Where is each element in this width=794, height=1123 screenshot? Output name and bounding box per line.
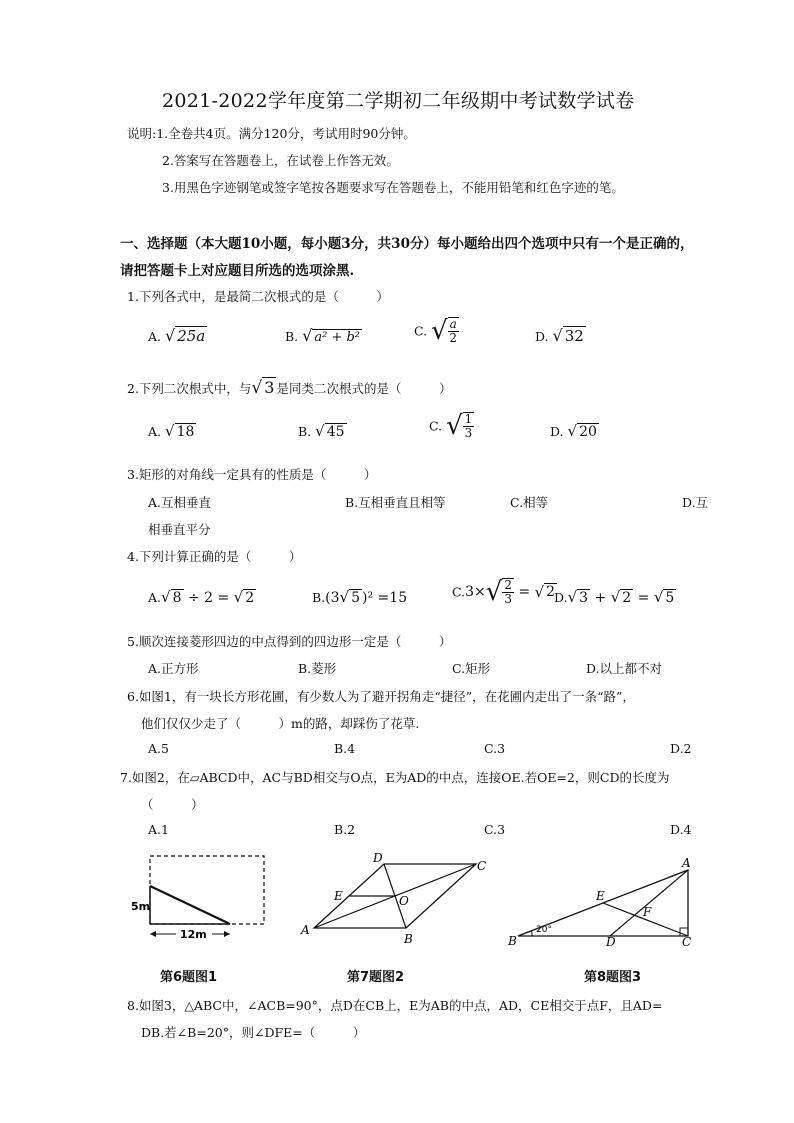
- q4-a-mid: ÷ 2 =: [183, 590, 234, 606]
- q4-d-plus: +: [590, 590, 611, 606]
- q2-a-radicand: 18: [176, 424, 195, 440]
- q7-option-b: B.2: [334, 822, 356, 837]
- q1-a-radicand: 25a: [177, 327, 206, 345]
- q1-c-denominator: 2: [449, 331, 458, 345]
- q1-c-numerator: a: [449, 317, 457, 332]
- width-arrow-left: [150, 931, 156, 937]
- q3-option-c: C.相等: [510, 495, 549, 510]
- q5-option-c: C.矩形: [452, 661, 491, 676]
- q2-option-c: C. √ $\frac{1}{3}$: [429, 411, 473, 441]
- q4-a-rad1: 8: [172, 590, 182, 606]
- q2-d-radicand: 20: [579, 424, 597, 440]
- q1-c-label: C.: [414, 323, 428, 339]
- figure-2-parallelogram: [296, 850, 492, 948]
- q7-option-d: D.4: [670, 822, 692, 837]
- q6-option-d: D.2: [670, 741, 692, 756]
- q5-option-b: B.菱形: [298, 661, 337, 676]
- label-e: E: [334, 889, 343, 903]
- q3-option-d: D.互: [682, 495, 709, 510]
- q2-stem-pre: 2.下列二次根式中，与: [127, 381, 252, 396]
- q4-c-denominator: 3: [504, 592, 512, 606]
- q6-option-c: C.3: [484, 741, 506, 756]
- q6-option-a: A.5: [148, 741, 169, 756]
- segment-ad: [610, 870, 688, 936]
- label-o: O: [399, 894, 409, 908]
- figure-1-rectangle-garden: [126, 850, 272, 942]
- instruction-3: 3.用黑色字迹钢笔或签字笔按各题要求写在答题卷上，不能用铅笔和红色字迹的笔。: [162, 180, 624, 195]
- q4-stem: 4.下列计算正确的是（ ）: [127, 549, 302, 564]
- q4-a-label: A.: [148, 590, 162, 605]
- q5-option-a: A.正方形: [148, 661, 199, 676]
- q4-b-pre: (3: [325, 590, 340, 606]
- q1-option-b: B. √ a² + b²: [285, 326, 361, 345]
- instruction-2: 2.答案写在答题卷上，在试卷上作答无效。: [162, 153, 399, 168]
- q2-c-label: C.: [429, 418, 443, 434]
- q6-stem-line1: 6.如图1，有一块长方形花圃，有少数人为了避开拐角走“捷径”，在花圃内走出了一条“路”，: [127, 689, 635, 704]
- label-f: F: [643, 905, 652, 919]
- q1-option-d: D. √ 32: [535, 326, 584, 345]
- q4-b-label: B.: [312, 590, 326, 605]
- q4-c-mid: =: [513, 584, 535, 600]
- figure-2-caption: 第7题图2: [347, 970, 405, 985]
- q2-c-denominator: 3: [464, 426, 473, 440]
- q4-option-c: C.3×√ $\frac{2}{3}$ = √ 2: [452, 577, 556, 607]
- q1-a-label: A.: [148, 329, 162, 344]
- q2-stem-post: 是同类二次根式的是（ ）: [276, 381, 452, 396]
- q5-stem: 5.顺次连接菱形四边的中点得到的四边形一定是（ ）: [127, 634, 452, 649]
- q2-option-d: D. √ 20: [550, 422, 597, 440]
- section-heading-line1: 一、选择题（本大题10小题，每小题3分，共30分）每小题给出四个选项中只有一个是正确的，: [120, 236, 694, 252]
- q2-option-a: A. √ 18: [148, 422, 195, 440]
- label-d: D: [606, 935, 616, 948]
- q1-d-radicand: 32: [564, 327, 584, 345]
- q3-option-d-continued: 相垂直平分: [148, 522, 211, 537]
- q8-stem-line1: 8.如图3，△ABC中，∠ACB=90°，点D在CB上，E为AB的中点，AD，CE相交于点F，且AD=: [127, 998, 663, 1013]
- label-a: A: [301, 923, 310, 937]
- q3-option-a: A.互相垂直: [148, 495, 212, 510]
- q4-a-rad2: 2: [245, 590, 255, 606]
- q2-b-radicand: 45: [326, 424, 345, 440]
- width-label: 12m: [180, 928, 207, 941]
- q3-option-b: B.互相垂直且相等: [345, 495, 446, 510]
- q2-option-b: B. √ 45: [298, 422, 345, 440]
- figure-3-caption: 第8题图3: [584, 970, 642, 985]
- q8-stem-line2: DB.若∠B=20°，则∠DFE=（ ）: [141, 1025, 366, 1040]
- label-b: B: [508, 934, 517, 948]
- angle-b-label: 20°: [536, 925, 552, 935]
- q2-a-label: A.: [148, 424, 162, 439]
- q5-option-d: D.以上都不对: [586, 661, 663, 676]
- q7-stem-line1: 7.如图2，在▱ABCD中，AC与BD相交与O点，E为AD的中点，连接OE.若OE=2，则CD的长度为: [120, 770, 670, 785]
- q4-c-numerator: 2: [504, 578, 512, 593]
- label-d: D: [373, 851, 383, 865]
- label-a: A: [682, 856, 691, 870]
- q4-d-label: D.: [554, 590, 568, 605]
- figure-1-caption: 第6题图1: [160, 970, 218, 985]
- q2-stem: 2.下列二次根式中，与√ 3 是同类二次根式的是（ ）: [127, 378, 452, 398]
- label-e: E: [596, 889, 605, 903]
- q4-option-b: B.(3√ 5 )² =15: [312, 588, 408, 606]
- angle-b-arc: [532, 931, 533, 936]
- instruction-1: 说明:1.全卷共4页。满分120分，考试用时90分钟。: [127, 126, 416, 141]
- q4-d-rad3: 5: [665, 590, 675, 606]
- section-heading-line2: 请把答题卡上对应题目所选的选项涂黑.: [120, 263, 355, 279]
- q4-b-post: )² =15: [362, 590, 408, 606]
- q4-c-pre: 3×: [465, 584, 486, 600]
- q1-option-a: A. √ 25a: [148, 326, 206, 345]
- q7-stem-line2: （ ）: [141, 797, 204, 812]
- q4-d-eq: =: [633, 590, 654, 606]
- label-c: C: [477, 859, 487, 873]
- q2-c-numerator: 1: [464, 412, 473, 427]
- q6-stem-line2: 他们仅仅少走了（ ）m的路，却踩伤了花草.: [141, 716, 420, 731]
- q1-d-label: D.: [535, 329, 549, 344]
- page-title: 2021-2022学年度第二学期初二年级期中考试数学试卷: [162, 90, 635, 112]
- q1-option-c: C. √ $\frac{a}{2}$: [414, 316, 458, 346]
- q1-b-label: B.: [285, 329, 299, 344]
- q4-c-label: C.: [452, 584, 466, 600]
- q1-b-radicand: a² + b²: [314, 330, 361, 345]
- q2-b-label: B.: [298, 424, 312, 439]
- q4-b-rad: 5: [351, 590, 361, 606]
- q4-d-rad1: 3: [579, 590, 589, 606]
- q4-option-d: D.√ 3 + √ 2 = √ 5: [554, 588, 675, 606]
- label-c: C: [682, 935, 692, 948]
- q1-stem: 1.下列各式中，是最简二次根式的是（ ）: [127, 289, 389, 304]
- q7-option-c: C.3: [484, 822, 506, 837]
- q6-option-b: B.4: [334, 741, 356, 756]
- q4-d-rad2: 2: [622, 590, 632, 606]
- width-arrow-right: [224, 931, 230, 937]
- q2-d-label: D.: [550, 424, 564, 439]
- q4-option-a: A.√ 8 ÷ 2 = √ 2: [148, 588, 255, 606]
- figure-3-right-triangle: [504, 856, 704, 948]
- q4-c-rad: 2: [546, 584, 556, 600]
- q2-stem-radicand: 3: [264, 378, 275, 397]
- q7-option-a: A.1: [148, 822, 169, 837]
- label-b: B: [404, 932, 413, 946]
- shortcut-path: [150, 886, 230, 924]
- q3-stem: 3.矩形的对角线一定具有的性质是（ ）: [127, 467, 377, 482]
- height-label: 5m: [131, 900, 151, 913]
